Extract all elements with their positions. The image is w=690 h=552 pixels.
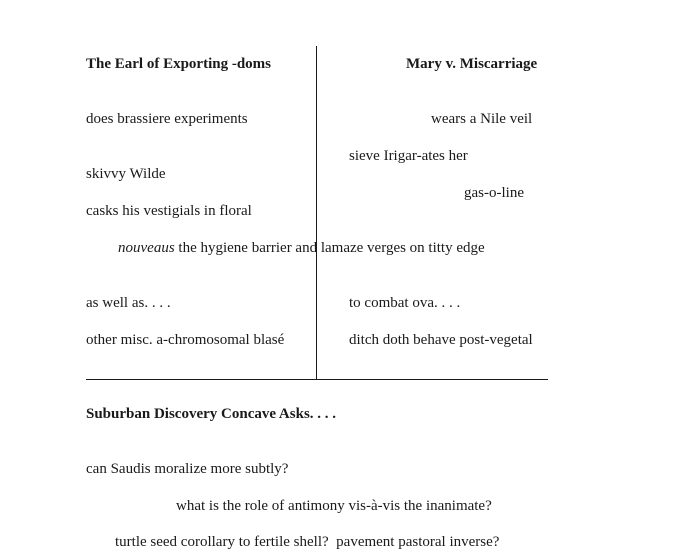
vertical-divider — [316, 46, 317, 380]
right-column-line: sieve Irigar-ates her — [349, 148, 468, 164]
right-column-heading: Mary v. Miscarriage — [406, 56, 538, 72]
left-column-line: skivvy Wilde — [86, 166, 166, 182]
left-column-line: as well as. . . . — [86, 295, 171, 311]
right-column-line: ditch doth behave post-vegetal — [349, 332, 533, 348]
right-column-line: to combat ova. . . . — [349, 295, 461, 311]
right-column-line: wears a Nile veil — [431, 111, 533, 127]
lower-section-line: turtle seed corollary to fertile shell? pavement pastoral inverse? — [115, 534, 500, 550]
horizontal-divider — [86, 379, 548, 380]
left-column-line: does brassiere experiments — [86, 111, 248, 127]
lower-section-line: can Saudis moralize more subtly? — [86, 461, 289, 477]
lower-section-line: what is the role of antimony vis-à-vis the inanimate? — [176, 498, 492, 514]
right-column-line: gas-o-line — [464, 185, 524, 201]
left-column-line: casks his vestigials in floral — [86, 203, 252, 219]
spanning-line — [118, 239, 485, 257]
left-column-line: other misc. a-chromosomal blasé — [86, 332, 285, 348]
spanning-line-rest: the hygiene barrier and lamaze verges on titty edge — [174, 240, 485, 256]
lower-section-heading: Suburban Discovery Concave Asks. . . . — [86, 406, 337, 422]
left-column-heading: The Earl of Exporting -doms — [86, 56, 272, 72]
spanning-line-italic: nouveaus — [118, 240, 175, 256]
